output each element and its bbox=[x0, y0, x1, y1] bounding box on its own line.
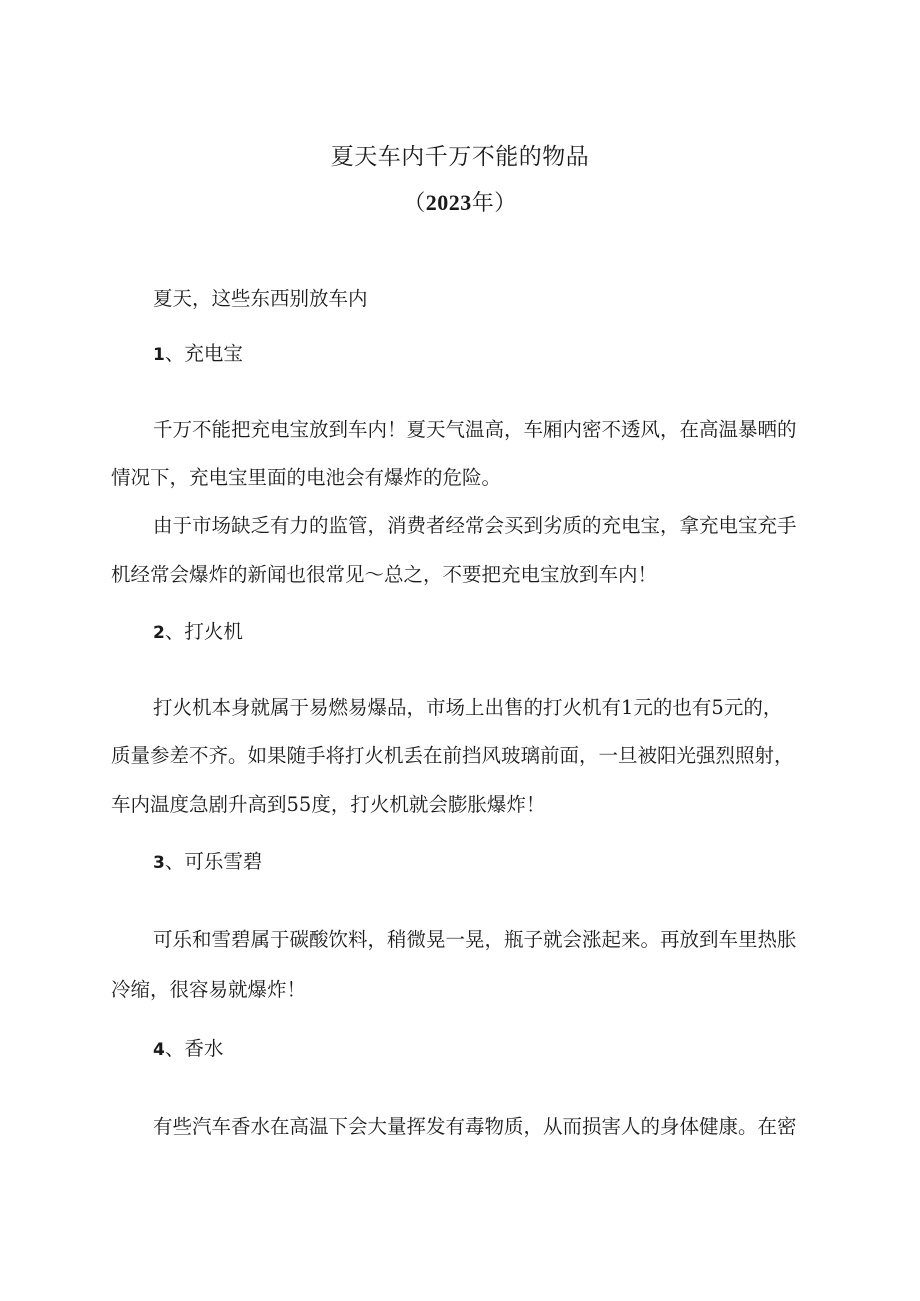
document-year bbox=[0, 186, 920, 217]
year-close: 年） bbox=[471, 191, 517, 216]
section-heading-3 bbox=[153, 848, 262, 877]
paragraph-line: 机经常会爆炸的新闻也很常见～总之，不要把充电宝放到车内！ bbox=[111, 563, 658, 586]
section-name: 、充电宝 bbox=[164, 342, 243, 365]
section-heading-2 bbox=[153, 618, 243, 647]
paragraph-line: 打火机本身就属于易燃易爆品，市场上出售的打火机有1元的也有5元的， bbox=[153, 696, 783, 719]
paragraph-line: 车内温度急剧升高到55度，打火机就会膨胀爆炸！ bbox=[111, 793, 546, 816]
paragraph-line: 可乐和雪碧属于碳酸饮料，稍微晃一晃，瓶子就会涨起来。再放到车里热胀 bbox=[153, 928, 797, 951]
intro-line: 夏天，这些东西别放车内 bbox=[153, 287, 368, 310]
section-name: 、香水 bbox=[164, 1037, 224, 1060]
paragraph-line: 情况下，充电宝里面的电池会有爆炸的危险。 bbox=[111, 466, 502, 489]
section-name: 、可乐雪碧 bbox=[164, 850, 263, 873]
year-open-paren: （ bbox=[403, 191, 426, 216]
paragraph-line: 冷缩，很容易就爆炸！ bbox=[111, 978, 307, 1001]
section-heading-4 bbox=[153, 1035, 223, 1064]
section-number: 3 bbox=[153, 853, 165, 873]
paragraph-line: 有些汽车香水在高温下会大量挥发有毒物质，从而损害人的身体健康。在密 bbox=[153, 1115, 797, 1138]
paragraph-line: 质量参差不齐。如果随手将打火机丢在前挡风玻璃前面，一旦被阳光强烈照射， bbox=[111, 744, 794, 767]
paragraph-line: 由于市场缺乏有力的监管，消费者经常会买到劣质的充电宝，拿充电宝充手 bbox=[153, 514, 797, 537]
paragraph-line: 千万不能把充电宝放到车内！夏天气温高，车厢内密不透风，在高温暴晒的 bbox=[153, 418, 797, 441]
document-title: 夏天车内千万不能的物品 bbox=[330, 144, 590, 170]
section-number: 4 bbox=[153, 1040, 165, 1060]
section-name: 、打火机 bbox=[164, 620, 243, 643]
section-heading-1 bbox=[153, 340, 243, 369]
section-number: 1 bbox=[153, 345, 165, 365]
year-value: 2023 bbox=[425, 190, 472, 215]
section-number: 2 bbox=[153, 623, 165, 643]
